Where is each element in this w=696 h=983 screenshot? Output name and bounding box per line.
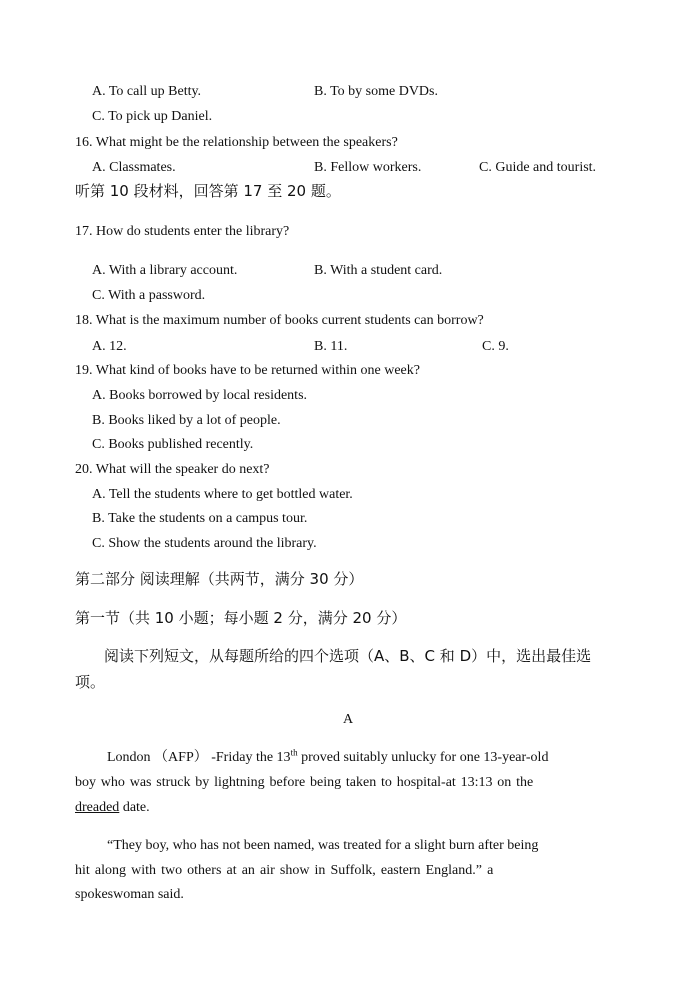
para2-line3: spokeswoman said. [75,887,184,902]
part2-title: 第二部分 阅读理解（共两节，满分 30 分） [75,570,364,588]
q18-stem: 18. What is the maximum number of books current students can borrow? [75,313,484,328]
q17-option-a: A. With a library account. [92,263,238,278]
instruction-line-2: 项。 [75,673,106,691]
section1-title: 第一节（共 10 小题；每小题 2 分，满分 20 分） [75,609,407,627]
para1-underlined-word: dreaded [75,800,120,815]
q19-option-c: C. Books published recently. [92,437,254,452]
para1-line1 [107,749,548,767]
q16-option-a: A. Classmates. [92,160,176,175]
q20-option-b: B. Take the students on a campus tour. [92,511,308,526]
q19-option-b: B. Books liked by a lot of people. [92,413,281,428]
q15-option-a: A. To call up Betty. [92,84,202,99]
passage-letter: A [342,712,354,727]
q16-option-b: B. Fellow workers. [314,160,422,175]
q18-option-b: B. 11. [314,339,348,354]
para1-lead: London （AFP） -Friday the 13 [107,750,291,765]
section-listen10-instruction: 听第 10 段材料，回答第 17 至 20 题。 [75,182,341,200]
q16-option-c: C. Guide and tourist. [479,160,597,175]
q20-option-c: C. Show the students around the library. [92,536,317,551]
q17-option-c: C. With a password. [92,288,206,303]
para1-line1-rest: proved suitably unlucky for one 13-year-old [297,750,549,765]
q18-option-a: A. 12. [92,339,127,354]
para1-line2: boy who was struck by lightning before being taken to hospital-at 13:13 on the [75,775,534,790]
para1-line3 [75,799,150,817]
q18-option-c: C. 9. [482,339,509,354]
para1-line3-rest: date. [119,800,150,815]
q20-stem: 20. What will the speaker do next? [75,462,270,477]
q17-option-b: B. With a student card. [314,263,443,278]
q19-stem: 19. What kind of books have to be returned within one week? [75,363,420,378]
para1-superscript: th [290,747,298,758]
q16-stem: 16. What might be the relationship between the speakers? [75,135,398,150]
para2-line1: “They boy, who has not been named, was treated for a slight burn after being [107,838,539,853]
para2-line2: hit along with two others at an air show in Suffolk, eastern England.” a [75,863,494,878]
q19-option-a: A. Books borrowed by local residents. [92,388,308,403]
instruction-line-1: 阅读下列短文，从每题所给的四个选项（A、B、C 和 D）中，选出最佳选 [104,647,592,665]
q15-option-c: C. To pick up Daniel. [92,109,213,124]
q20-option-a: A. Tell the students where to get bottled water. [92,487,353,502]
q15-option-b: B. To by some DVDs. [314,84,438,99]
q17-stem: 17. How do students enter the library? [75,224,290,239]
